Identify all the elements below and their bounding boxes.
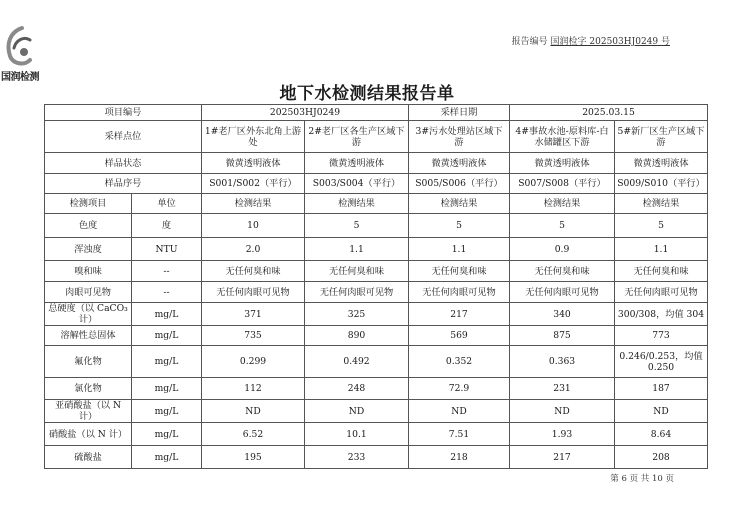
logo-text: 国润检测 [1, 72, 39, 83]
report-number-value: 国润检字 202503HJ0249 号 [550, 37, 670, 47]
result-header: 检测结果 [615, 194, 708, 214]
table-row [45, 400, 708, 423]
sampling-date-label: 采样日期 [409, 105, 510, 121]
value-cell: 735 [202, 326, 305, 346]
serial-cell: S001/S002（平行） [202, 174, 305, 194]
item-cell: 硝酸盐（以 N 计） [45, 423, 132, 446]
result-header: 检测结果 [409, 194, 510, 214]
state-label: 样品状态 [45, 153, 202, 174]
value-cell: 890 [305, 326, 409, 346]
table-row [45, 261, 708, 282]
result-header: 检测结果 [305, 194, 409, 214]
table-row [45, 282, 708, 303]
item-cell: 总硬度（以 CaCO₃ 计） [45, 303, 132, 326]
table-row [45, 446, 708, 469]
location-cell: 2#老厂区各生产区域下游 [305, 121, 409, 153]
value-cell: 5 [615, 214, 708, 238]
serial-cell: S009/S010（平行） [615, 174, 708, 194]
state-cell: 微黄透明液体 [202, 153, 305, 174]
value-cell: 340 [510, 303, 615, 326]
report-number-label: 报告编号 [511, 37, 548, 47]
value-cell: 1.1 [409, 238, 510, 261]
result-header: 检测结果 [202, 194, 305, 214]
value-cell: 7.51 [409, 423, 510, 446]
item-cell: 氟化物 [45, 346, 132, 378]
value-cell: 208 [615, 446, 708, 469]
serial-row [45, 174, 708, 194]
unit-cell: mg/L [132, 446, 202, 469]
table-row [45, 346, 708, 378]
value-cell: 8.64 [615, 423, 708, 446]
project-no-label: 项目编号 [45, 105, 202, 121]
value-cell: 773 [615, 326, 708, 346]
value-cell: 217 [409, 303, 510, 326]
value-cell: 无任何肉眼可见物 [615, 282, 708, 303]
value-cell: 无任何肉眼可见物 [510, 282, 615, 303]
unit-cell: 度 [132, 214, 202, 238]
serial-cell: S005/S006（平行） [409, 174, 510, 194]
value-cell: 无任何臭和味 [510, 261, 615, 282]
item-cell: 肉眼可见物 [45, 282, 132, 303]
value-cell: 300/308，均值 304 [615, 303, 708, 326]
serial-cell: S007/S008（平行） [510, 174, 615, 194]
state-cell: 微黄透明液体 [510, 153, 615, 174]
value-cell: 218 [409, 446, 510, 469]
state-cell: 微黄透明液体 [409, 153, 510, 174]
value-cell: 1.93 [510, 423, 615, 446]
value-cell: 无任何肉眼可见物 [202, 282, 305, 303]
page-title: 地下水检测结果报告单 [279, 84, 455, 104]
value-cell: 无任何臭和味 [202, 261, 305, 282]
value-cell: 0.246/0.253，均值 0.250 [615, 346, 708, 378]
item-header: 检测项目 [45, 194, 132, 214]
value-cell: 187 [615, 378, 708, 400]
value-cell: 233 [305, 446, 409, 469]
value-cell: 5 [510, 214, 615, 238]
value-cell: 5 [409, 214, 510, 238]
table-row [45, 238, 708, 261]
item-cell: 色度 [45, 214, 132, 238]
state-cell: 微黄透明液体 [305, 153, 409, 174]
location-label: 采样点位 [45, 121, 202, 153]
unit-cell: mg/L [132, 303, 202, 326]
value-cell: 325 [305, 303, 409, 326]
state-row [45, 153, 708, 174]
value-cell: 875 [510, 326, 615, 346]
results-table [44, 104, 708, 469]
table-row [45, 423, 708, 446]
location-cell: 1#老厂区外东北角上游处 [202, 121, 305, 153]
value-cell: ND [409, 400, 510, 423]
value-cell: ND [510, 400, 615, 423]
results-header-row [45, 194, 708, 214]
unit-header: 单位 [132, 194, 202, 214]
value-cell: 无任何臭和味 [305, 261, 409, 282]
project-no-value: 202503HJ0249 [202, 105, 409, 121]
location-cell: 4#事故水池-原料库-白水储罐区下游 [510, 121, 615, 153]
item-cell: 氯化物 [45, 378, 132, 400]
unit-cell: mg/L [132, 400, 202, 423]
item-cell: 硫酸盐 [45, 446, 132, 469]
item-cell: 浑浊度 [45, 238, 132, 261]
value-cell: ND [202, 400, 305, 423]
table-row [45, 326, 708, 346]
state-cell: 微黄透明液体 [615, 153, 708, 174]
item-cell: 溶解性总固体 [45, 326, 132, 346]
unit-cell: mg/L [132, 326, 202, 346]
value-cell: 231 [510, 378, 615, 400]
page-number: 第 6 页 共 10 页 [610, 474, 674, 484]
value-cell: 1.1 [615, 238, 708, 261]
unit-cell: mg/L [132, 378, 202, 400]
value-cell: 0.352 [409, 346, 510, 378]
value-cell: 10 [202, 214, 305, 238]
value-cell: 5 [305, 214, 409, 238]
value-cell: 217 [510, 446, 615, 469]
value-cell: 10.1 [305, 423, 409, 446]
unit-cell: -- [132, 261, 202, 282]
location-cell: 3#污水处理站区域下游 [409, 121, 510, 153]
serial-label: 样品序号 [45, 174, 202, 194]
sampling-date-value: 2025.03.15 [510, 105, 708, 121]
project-row [45, 105, 708, 121]
value-cell: 2.0 [202, 238, 305, 261]
value-cell: 无任何臭和味 [615, 261, 708, 282]
value-cell: 569 [409, 326, 510, 346]
serial-cell: S003/S004（平行） [305, 174, 409, 194]
value-cell: 248 [305, 378, 409, 400]
value-cell: 无任何肉眼可见物 [409, 282, 510, 303]
unit-cell: mg/L [132, 423, 202, 446]
value-cell: ND [615, 400, 708, 423]
value-cell: 1.1 [305, 238, 409, 261]
unit-cell: -- [132, 282, 202, 303]
value-cell: 195 [202, 446, 305, 469]
value-cell: ND [305, 400, 409, 423]
value-cell: 无任何臭和味 [409, 261, 510, 282]
value-cell: 72.9 [409, 378, 510, 400]
logo-mark-icon [0, 22, 40, 70]
report-number [512, 34, 670, 47]
location-cell: 5#新厂区生产区域下游 [615, 121, 708, 153]
result-header: 检测结果 [510, 194, 615, 214]
item-cell: 亚硝酸盐（以 N 计） [45, 400, 132, 423]
value-cell: 6.52 [202, 423, 305, 446]
location-row [45, 121, 708, 153]
value-cell: 无任何肉眼可见物 [305, 282, 409, 303]
value-cell: 371 [202, 303, 305, 326]
value-cell: 0.492 [305, 346, 409, 378]
value-cell: 0.363 [510, 346, 615, 378]
value-cell: 112 [202, 378, 305, 400]
value-cell: 0.299 [202, 346, 305, 378]
unit-cell: mg/L [132, 346, 202, 378]
table-row [45, 378, 708, 400]
unit-cell: NTU [132, 238, 202, 261]
table-row [45, 214, 708, 238]
table-row [45, 303, 708, 326]
item-cell: 嗅和味 [45, 261, 132, 282]
value-cell: 0.9 [510, 238, 615, 261]
